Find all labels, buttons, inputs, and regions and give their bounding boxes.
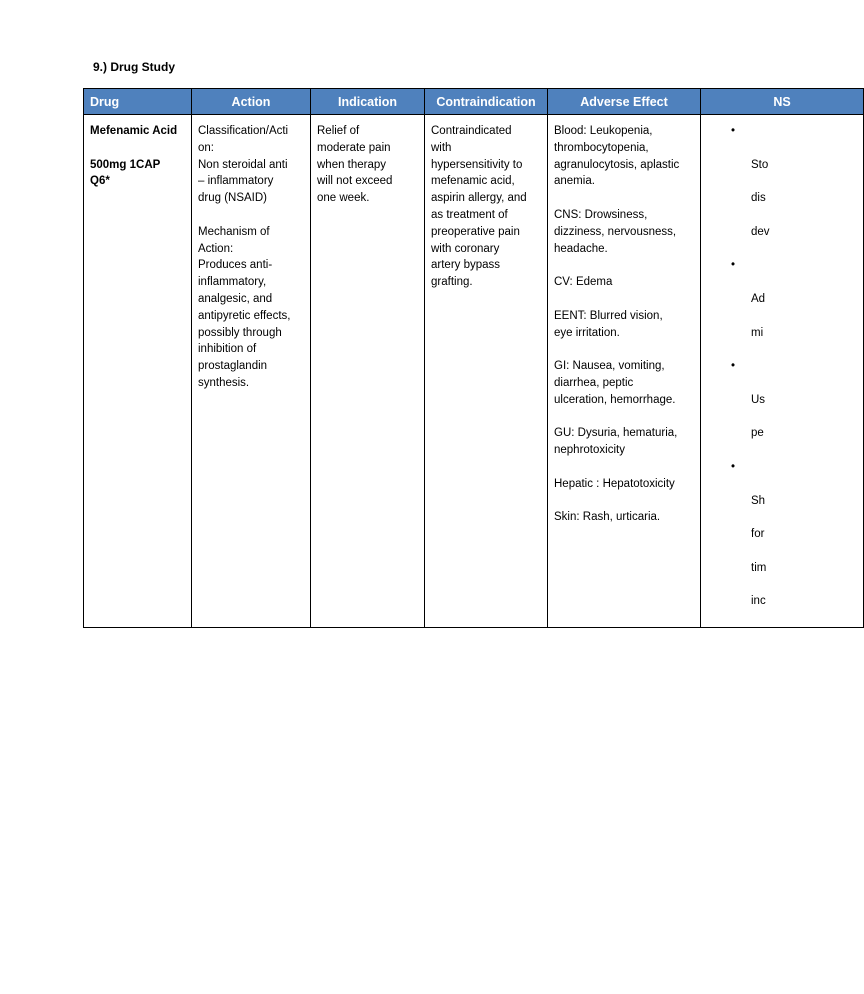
mechanism-line: prostaglandin xyxy=(198,360,268,373)
contraindication-line: aspirin allergy, and xyxy=(431,192,527,205)
header-indication: Indication xyxy=(311,89,425,115)
list-item xyxy=(707,257,857,358)
bullet-icon: • xyxy=(731,460,736,473)
nursing-line: mi xyxy=(751,326,764,339)
adverse-blood: agranulocytosis, aplastic xyxy=(554,158,680,171)
adverse-gi: ulceration, hemorrhage. xyxy=(554,393,676,406)
adverse-eent: eye irritation. xyxy=(554,326,620,339)
contraindication-line: preoperative pain xyxy=(431,225,520,238)
header-contraindication: Contraindication xyxy=(425,89,548,115)
mechanism-label: Mechanism of xyxy=(198,225,270,238)
adverse-cv: CV: Edema xyxy=(554,276,613,289)
drug-study-table xyxy=(83,88,864,628)
classification-line: Non steroidal anti xyxy=(198,158,288,171)
indication-line: one week. xyxy=(317,192,370,205)
indication-line: when therapy xyxy=(317,158,387,171)
list-item xyxy=(707,358,857,459)
adverse-gi: diarrhea, peptic xyxy=(554,376,634,389)
mechanism-line: antipyretic effects, xyxy=(198,309,291,322)
drug-frequency: Q6* xyxy=(90,175,110,188)
adverse-hepatic: Hepatic : Hepatotoxicity xyxy=(554,477,675,490)
nursing-line: pe xyxy=(751,427,764,440)
nursing-line: dis xyxy=(751,192,766,205)
classification-label-cont: on: xyxy=(198,141,214,154)
cell-contraindication xyxy=(425,115,548,628)
list-item xyxy=(707,459,857,627)
header-nursing: NS xyxy=(701,89,864,115)
list-item xyxy=(707,123,857,257)
bullet-icon: • xyxy=(731,125,736,137)
mechanism-line: analgesic, and xyxy=(198,292,273,305)
nursing-line: Sh xyxy=(751,494,766,507)
page-heading: 9.) Drug Study xyxy=(93,60,176,74)
adverse-cns: headache. xyxy=(554,242,608,255)
drug-name: Mefenamic Acid xyxy=(90,125,178,137)
cell-drug xyxy=(84,115,192,628)
mechanism-line: inflammatory, xyxy=(198,276,267,289)
contraindication-line: mefenamic acid, xyxy=(431,175,515,188)
adverse-gu: nephrotoxicity xyxy=(554,444,625,457)
mechanism-line: Produces anti- xyxy=(198,259,273,272)
nursing-line: inc xyxy=(751,595,766,608)
classification-line: – inflammatory xyxy=(198,175,274,188)
nursing-line: Ad xyxy=(751,292,766,305)
adverse-eent: EENT: Blurred vision, xyxy=(554,309,663,322)
header-action: Action xyxy=(192,89,311,115)
bullet-icon: • xyxy=(731,259,736,272)
bullet-icon: • xyxy=(731,360,736,373)
contraindication-line: artery bypass xyxy=(431,259,501,272)
adverse-cns: CNS: Drowsiness, xyxy=(554,208,648,221)
mechanism-line: possibly through xyxy=(198,326,282,339)
table-row xyxy=(84,115,864,628)
adverse-blood: thrombocytopenia, xyxy=(554,141,649,154)
contraindication-line: Contraindicated xyxy=(431,125,512,137)
cell-indication xyxy=(311,115,425,628)
indication-line: moderate pain xyxy=(317,141,391,154)
nursing-line: Us xyxy=(751,393,766,406)
cell-adverse-effect xyxy=(548,115,701,628)
nursing-line: Sto xyxy=(751,158,769,171)
table-header-row xyxy=(84,89,864,115)
nursing-line: for xyxy=(751,528,765,541)
cell-nursing xyxy=(701,115,864,628)
adverse-gu: GU: Dysuria, hematuria, xyxy=(554,427,678,440)
classification-line: drug (NSAID) xyxy=(198,192,268,205)
adverse-blood: anemia. xyxy=(554,175,595,188)
mechanism-line: inhibition of xyxy=(198,343,257,356)
contraindication-line: as treatment of xyxy=(431,208,508,221)
mechanism-line: synthesis. xyxy=(198,376,250,389)
classification-label: Classification/Acti xyxy=(198,125,289,137)
mechanism-label-cont: Action: xyxy=(198,242,234,255)
contraindication-line: with coronary xyxy=(431,242,500,255)
contraindication-line: grafting. xyxy=(431,276,473,289)
adverse-cns: dizziness, nervousness, xyxy=(554,225,677,238)
adverse-gi: GI: Nausea, vomiting, xyxy=(554,360,665,373)
contraindication-line: hypersensitivity to xyxy=(431,158,523,171)
header-drug: Drug xyxy=(84,89,192,115)
header-adverse-effect: Adverse Effect xyxy=(548,89,701,115)
cell-action xyxy=(192,115,311,628)
indication-line: will not exceed xyxy=(317,175,393,188)
contraindication-line: with xyxy=(431,141,452,154)
adverse-skin: Skin: Rash, urticaria. xyxy=(554,511,661,524)
nursing-line: dev xyxy=(751,225,770,238)
nursing-list xyxy=(707,123,857,627)
adverse-blood: Blood: Leukopenia, xyxy=(554,125,653,137)
nursing-line: tim xyxy=(751,561,767,574)
drug-dose: 500mg 1CAP xyxy=(90,158,161,171)
indication-line: Relief of xyxy=(317,125,360,137)
